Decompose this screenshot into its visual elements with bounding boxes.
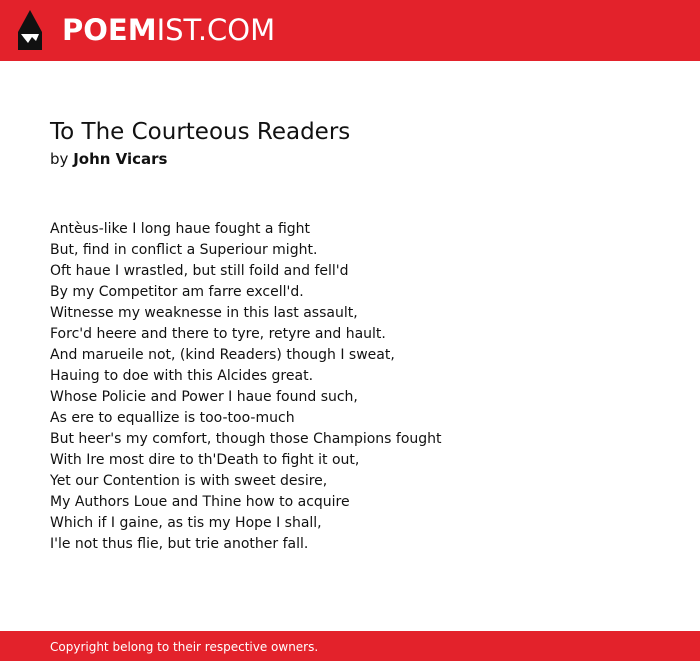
pencil-icon[interactable] <box>16 10 44 52</box>
poem-line: I'le not thus flie, but trie another fall. <box>50 536 309 552</box>
poem-line: With Ire most dire to th'Death to fight it out, <box>50 452 360 468</box>
poem-line: My Authors Loue and Thine how to acquire <box>50 494 350 510</box>
poem-line: By my Competitor am farre excell'd. <box>50 284 304 300</box>
poem-line: Which if I gaine, as tis my Hope I shall, <box>50 515 322 531</box>
poem-line: But heer's my comfort, though those Champions fought <box>50 431 442 447</box>
poem-line: But, find in conflict a Superiour might. <box>50 242 318 258</box>
logo-text-light: IST.COM <box>156 13 276 47</box>
poem-line: And marueile not, (kind Readers) though I sweat, <box>50 347 395 363</box>
site-header <box>0 0 700 61</box>
poem-line: Yet our Contention is with sweet desire, <box>50 473 328 489</box>
poem-line: Oft haue I wrastled, but still foild and fell'd <box>50 263 349 279</box>
poem-author: John Vicars <box>73 150 168 168</box>
site-logo[interactable] <box>62 12 275 48</box>
copyright-text: Copyright belong to their respective owners. <box>50 640 319 654</box>
poem-line: Antèus-like I long haue fought a fight <box>50 221 311 237</box>
poem-line: As ere to equallize is too-too-much <box>50 410 295 426</box>
poem-body <box>50 219 650 555</box>
poem-line: Forc'd heere and there to tyre, retyre and hault. <box>50 326 386 342</box>
site-footer <box>0 631 700 661</box>
poem-line: Whose Policie and Power I haue found such, <box>50 389 358 405</box>
logo-text-bold: POEM <box>62 13 157 47</box>
by-label: by <box>50 150 69 168</box>
poem-byline <box>50 149 167 169</box>
poem-line: Hauing to doe with this Alcides great. <box>50 368 314 384</box>
poem-line: Witnesse my weaknesse in this last assault, <box>50 305 358 321</box>
poem-title: To The Courteous Readers <box>50 119 351 145</box>
